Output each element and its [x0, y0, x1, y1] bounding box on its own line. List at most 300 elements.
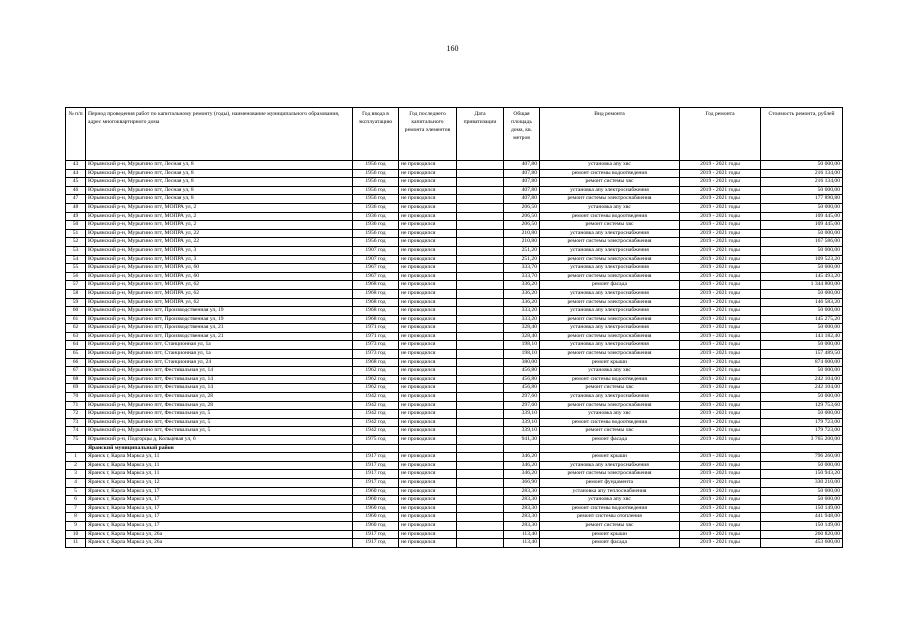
- cell-privatization-date: [457, 341, 504, 350]
- cell-number: 57: [66, 281, 86, 290]
- cell-built-year: 1968 год: [353, 307, 399, 316]
- cell-repair-year: [680, 444, 761, 453]
- cell-last-repair: не проводился: [399, 410, 457, 419]
- cell-repair-year: 2019 - 2021 годы: [680, 453, 761, 462]
- cell-area: 328,40: [504, 324, 540, 333]
- cell-last-repair: не проводился: [399, 195, 457, 204]
- cell-number: 70: [66, 393, 86, 402]
- cell-last-repair: не проводился: [399, 238, 457, 247]
- cell-last-repair: не проводился: [399, 427, 457, 436]
- cell-privatization-date: [457, 401, 504, 410]
- cell-area: 333,70: [504, 264, 540, 273]
- cell-repair-year: 2019 - 2021 годы: [680, 264, 761, 273]
- cell-repair-type: ремонт фасада: [540, 539, 680, 548]
- cell-address: Юрьянский р-н, Мурыгино пгт, Станционная ул, 1а: [86, 350, 353, 359]
- cell-cost: 150 149,00: [761, 521, 843, 530]
- cell-repair-type: установка апу теплоснабжения: [540, 487, 680, 496]
- cell-built-year: 1936 год: [353, 203, 399, 212]
- cell-privatization-date: [457, 203, 504, 212]
- cell-number: 53: [66, 246, 86, 255]
- cell-address: Юрьянский р-н, Мурыгино пгт, МОПРА ул, 60: [86, 264, 353, 273]
- table-row: [66, 487, 843, 496]
- cell-cost: 150 943,20: [761, 470, 843, 479]
- cell-repair-type: установка апу электроснабжения: [540, 307, 680, 316]
- cell-built-year: 1973 год: [353, 341, 399, 350]
- cell-privatization-date: [457, 367, 504, 376]
- cell-repair-year: 2019 - 2021 годы: [680, 539, 761, 548]
- cell-built-year: 1975 год: [353, 436, 399, 445]
- header-number: № п/п: [66, 108, 86, 161]
- cell-privatization-date: [457, 246, 504, 255]
- cell-number: 54: [66, 255, 86, 264]
- cell-last-repair: не проводился: [399, 513, 457, 522]
- cell-repair-year: 2019 - 2021 годы: [680, 410, 761, 419]
- cell-cost: 179 723,00: [761, 418, 843, 427]
- cell-repair-year: 2019 - 2021 годы: [680, 255, 761, 264]
- cell-privatization-date: [457, 539, 504, 548]
- cell-last-repair: не проводился: [399, 393, 457, 402]
- cell-privatization-date: [457, 289, 504, 298]
- cell-cost: 50 000,00: [761, 289, 843, 298]
- cell-built-year: 1960 год: [353, 504, 399, 513]
- cell-repair-type: ремонт крыши: [540, 358, 680, 367]
- cell-repair-type: ремонт системы хвс: [540, 178, 680, 187]
- cell-number: 10: [66, 530, 86, 539]
- cell-repair-type: ремонт фасада: [540, 281, 680, 290]
- cell-built-year: 1942 год: [353, 401, 399, 410]
- cell-address: Юрьянский р-н, Мурыгино пгт, МОПРА ул, 62: [86, 289, 353, 298]
- cell-number: 44: [66, 169, 86, 178]
- cell-repair-year: 2019 - 2021 годы: [680, 281, 761, 290]
- cell-repair-type: установка апу хвс: [540, 410, 680, 419]
- table-row: [66, 246, 843, 255]
- cell-last-repair: не проводился: [399, 203, 457, 212]
- cell-cost: 50 000,00: [761, 461, 843, 470]
- cell-built-year: 1956 год: [353, 186, 399, 195]
- cell-cost: 50 000,00: [761, 186, 843, 195]
- cell-cost: 50 000,00: [761, 487, 843, 496]
- cell-repair-type: ремонт системы электроснабжения: [540, 401, 680, 410]
- cell-area: 251,20: [504, 246, 540, 255]
- cell-address: Юрьянский р-н, Мурыгино пгт, Лесная ул, 8: [86, 195, 353, 204]
- cell-last-repair: не проводился: [399, 289, 457, 298]
- cell-area: 113,40: [504, 539, 540, 548]
- cell-repair-type: установка апу хвс: [540, 203, 680, 212]
- cell-address: Юрьянский р-н, Мурыгино пгт, МОПРА ул, 62: [86, 298, 353, 307]
- cell-number: 66: [66, 358, 86, 367]
- cell-area: 346,20: [504, 470, 540, 479]
- table-row: [66, 410, 843, 419]
- cell-address: Юрьянский р-н, Мурыгино пгт, Фестивальная ул, 14: [86, 384, 353, 393]
- cell-last-repair: не проводился: [399, 281, 457, 290]
- cell-cost: 50 000,00: [761, 246, 843, 255]
- cell-area: 283,30: [504, 504, 540, 513]
- cell-area: 407,80: [504, 195, 540, 204]
- cell-number: 43: [66, 161, 86, 170]
- table-row: [66, 195, 843, 204]
- cell-privatization-date: [457, 178, 504, 187]
- cell-built-year: 1917 год: [353, 453, 399, 462]
- cell-repair-year: 2019 - 2021 годы: [680, 186, 761, 195]
- cell-repair-year: 2019 - 2021 годы: [680, 298, 761, 307]
- cell-area: 339,10: [504, 427, 540, 436]
- cell-repair-type: установка апу электроснабжения: [540, 341, 680, 350]
- cell-repair-year: 2019 - 2021 годы: [680, 393, 761, 402]
- cell-area: 346,20: [504, 461, 540, 470]
- table-row: [66, 169, 843, 178]
- cell-repair-type: ремонт системы электроснабжения: [540, 350, 680, 359]
- cell-last-repair: не проводился: [399, 264, 457, 273]
- cell-cost: 50 000,00: [761, 161, 843, 170]
- cell-address: Юрьянский р-н, Мурыгино пгт, Фестивальная ул, 28: [86, 401, 353, 410]
- cell-cost: 330 210,00: [761, 478, 843, 487]
- cell-number: 4: [66, 478, 86, 487]
- cell-area: 339,10: [504, 410, 540, 419]
- cell-privatization-date: [457, 212, 504, 221]
- cell-privatization-date: [457, 255, 504, 264]
- cell-last-repair: не проводился: [399, 186, 457, 195]
- table-row: [66, 229, 843, 238]
- cell-built-year: 1960 год: [353, 487, 399, 496]
- cell-last-repair: не проводился: [399, 461, 457, 470]
- cell-built-year: 1971 год: [353, 324, 399, 333]
- table-row: [66, 358, 843, 367]
- cell-last-repair: не проводился: [399, 178, 457, 187]
- cell-repair-year: 2019 - 2021 годы: [680, 358, 761, 367]
- cell-built-year: 1936 год: [353, 221, 399, 230]
- cell-address: Юрьянский р-н, Мурыгино пгт, Фестивальная ул, 5: [86, 427, 353, 436]
- cell-repair-year: 2019 - 2021 годы: [680, 478, 761, 487]
- cell-repair-type: ремонт системы электроснабжения: [540, 332, 680, 341]
- cell-address: Юрьянский р-н, Мурыгино пгт, Лесная ул, 8: [86, 186, 353, 195]
- cell-privatization-date: [457, 487, 504, 496]
- cell-last-repair: не проводился: [399, 487, 457, 496]
- cell-number: 58: [66, 289, 86, 298]
- cell-repair-year: 2019 - 2021 годы: [680, 178, 761, 187]
- cell-repair-year: 2019 - 2021 годы: [680, 530, 761, 539]
- cell-repair-type: установка апу электроснабжения: [540, 264, 680, 273]
- cell-last-repair: не проводился: [399, 436, 457, 445]
- cell-built-year: 1960 год: [353, 513, 399, 522]
- cell-built-year: 1956 год: [353, 169, 399, 178]
- cell-address: Юрьянский р-н, Мурыгино пгт, МОПРА ул, 60: [86, 272, 353, 281]
- cell-number: 51: [66, 229, 86, 238]
- cell-privatization-date: [457, 221, 504, 230]
- cell-repair-year: 2019 - 2021 годы: [680, 470, 761, 479]
- cell-privatization-date: [457, 229, 504, 238]
- cell-repair-type: установка апу электроснабжения: [540, 246, 680, 255]
- cell-area: 339,10: [504, 418, 540, 427]
- cell-number: 56: [66, 272, 86, 281]
- table-row: [66, 367, 843, 376]
- table-row: [66, 281, 843, 290]
- table-row: [66, 186, 843, 195]
- cell-cost: 109 445,00: [761, 212, 843, 221]
- cell-repair-year: 2019 - 2021 годы: [680, 375, 761, 384]
- cell-built-year: 1971 год: [353, 332, 399, 341]
- cell-repair-type: ремонт системы хвс: [540, 221, 680, 230]
- cell-privatization-date: [457, 513, 504, 522]
- cell-address: Юрьянский р-н, Мурыгино пгт, Производственная ул, 21: [86, 324, 353, 333]
- cell-cost: 50 000,00: [761, 367, 843, 376]
- cell-last-repair: не проводился: [399, 272, 457, 281]
- cell-address: Юрьянский р-н, Мурыгино пгт, Фестивальная ул, 14: [86, 375, 353, 384]
- cell-repair-type: ремонт системы хвс: [540, 521, 680, 530]
- cell-repair-year: 2019 - 2021 годы: [680, 496, 761, 505]
- cell-last-repair: не проводился: [399, 298, 457, 307]
- cell-repair-type: установка апу электроснабжения: [540, 324, 680, 333]
- header-last-repair: Год последнего капитального ремонта элементов: [399, 108, 457, 161]
- cell-address: Яранск г, Карла Маркса ул, 17: [86, 496, 353, 505]
- cell-number: 63: [66, 332, 86, 341]
- cell-repair-year: 2019 - 2021 годы: [680, 504, 761, 513]
- cell-built-year: 1956 год: [353, 178, 399, 187]
- cell-repair-year: 2019 - 2021 годы: [680, 221, 761, 230]
- cell-area: 407,80: [504, 178, 540, 187]
- cell-area: 456,80: [504, 375, 540, 384]
- cell-repair-type: ремонт системы водоотведения: [540, 504, 680, 513]
- table-row: [66, 307, 843, 316]
- cell-last-repair: не проводился: [399, 221, 457, 230]
- cell-cost: 177 890,80: [761, 195, 843, 204]
- cell-address: Юрьянский р-н, Мурыгино пгт, МОПРА ул, 2: [86, 221, 353, 230]
- cell-number: 3: [66, 470, 86, 479]
- table-row: [66, 221, 843, 230]
- cell-last-repair: не проводился: [399, 358, 457, 367]
- cell-number: 62: [66, 324, 86, 333]
- table-row: [66, 161, 843, 170]
- cell-cost: 50 000,00: [761, 229, 843, 238]
- cell-last-repair: не проводился: [399, 307, 457, 316]
- table-row: [66, 350, 843, 359]
- table-header: [66, 108, 843, 161]
- cell-area: 297,60: [504, 401, 540, 410]
- cell-number: 52: [66, 238, 86, 247]
- cell-built-year: 1907 год: [353, 246, 399, 255]
- cell-repair-year: 2019 - 2021 годы: [680, 367, 761, 376]
- cell-area: 198,10: [504, 341, 540, 350]
- cell-cost: 242 104,00: [761, 375, 843, 384]
- cell-address: Юрьянский р-н, Мурыгино пгт, Станционная ул, 1а: [86, 341, 353, 350]
- cell-address: Юрьянский р-н, Мурыгино пгт, Производственная ул, 21: [86, 332, 353, 341]
- cell-privatization-date: [457, 461, 504, 470]
- cell-built-year: 1968 год: [353, 289, 399, 298]
- cell-repair-year: 2019 - 2021 годы: [680, 212, 761, 221]
- table-row: [66, 401, 843, 410]
- cell-area: 206,50: [504, 212, 540, 221]
- table-row: [66, 513, 843, 522]
- cell-repair-year: 2019 - 2021 годы: [680, 513, 761, 522]
- cell-area: 283,30: [504, 521, 540, 530]
- cell-privatization-date: [457, 504, 504, 513]
- cell-built-year: 1967 год: [353, 264, 399, 273]
- table-row: [66, 289, 843, 298]
- cell-area: 456,80: [504, 384, 540, 393]
- cell-number: 67: [66, 367, 86, 376]
- cell-privatization-date: [457, 418, 504, 427]
- cell-cost: 874 000,00: [761, 358, 843, 367]
- cell-privatization-date: [457, 350, 504, 359]
- cell-address: Юрьянский р-н, Мурыгино пгт, МОПРА ул, 3: [86, 255, 353, 264]
- cell-area: 297,60: [504, 393, 540, 402]
- cell-last-repair: не проводился: [399, 332, 457, 341]
- cell-privatization-date: [457, 444, 504, 453]
- cell-built-year: 1942 год: [353, 418, 399, 427]
- cell-area: [504, 444, 540, 453]
- cell-privatization-date: [457, 186, 504, 195]
- cell-privatization-date: [457, 307, 504, 316]
- cell-cost: 796 260,00: [761, 453, 843, 462]
- cell-number: 49: [66, 212, 86, 221]
- cell-cost: 157 489,50: [761, 350, 843, 359]
- cell-built-year: 1936 год: [353, 212, 399, 221]
- header-privatization-date: Дата приватизации: [457, 108, 504, 161]
- cell-repair-type: ремонт системы водоотведения: [540, 375, 680, 384]
- cell-number: 6: [66, 496, 86, 505]
- cell-address: Юрьянский р-н, Подгорцы д, Кольцевая ул, 6: [86, 436, 353, 445]
- cell-area: 407,80: [504, 169, 540, 178]
- cell-cost: 3 765 200,00: [761, 436, 843, 445]
- cell-area: 366,90: [504, 478, 540, 487]
- cell-repair-type: ремонт крыши: [540, 453, 680, 462]
- cell-privatization-date: [457, 272, 504, 281]
- cell-area: 283,30: [504, 513, 540, 522]
- cell-cost: 50 000,00: [761, 324, 843, 333]
- cell-area: 198,10: [504, 350, 540, 359]
- cell-privatization-date: [457, 453, 504, 462]
- cell-address: Юрьянский р-н, Мурыгино пгт, МОПРА ул, 22: [86, 229, 353, 238]
- table-row: [66, 178, 843, 187]
- cell-repair-type: ремонт фасада: [540, 436, 680, 445]
- cell-built-year: 1962 год: [353, 384, 399, 393]
- cell-last-repair: не проводился: [399, 324, 457, 333]
- cell-cost: 145 275,20: [761, 315, 843, 324]
- cell-built-year: 1917 год: [353, 470, 399, 479]
- cell-repair-year: 2019 - 2021 годы: [680, 324, 761, 333]
- cell-address: Юрьянский р-н, Мурыгино пгт, Фестивальная ул, 5: [86, 410, 353, 419]
- cell-repair-year: 2019 - 2021 годы: [680, 203, 761, 212]
- cell-number: 7: [66, 504, 86, 513]
- cell-repair-type: установка апу электроснабжения: [540, 186, 680, 195]
- cell-privatization-date: [457, 264, 504, 273]
- cell-built-year: 1968 год: [353, 298, 399, 307]
- cell-number: 59: [66, 298, 86, 307]
- cell-built-year: 1917 год: [353, 530, 399, 539]
- cell-repair-type: ремонт системы водоотведения: [540, 169, 680, 178]
- cell-repair-year: 2019 - 2021 годы: [680, 307, 761, 316]
- cell-repair-type: ремонт системы водоотведения: [540, 212, 680, 221]
- cell-cost: 441 948,00: [761, 513, 843, 522]
- cell-area: 941,30: [504, 436, 540, 445]
- cell-area: 456,80: [504, 367, 540, 376]
- header-built-year: Год ввода в эксплуатацию: [353, 108, 399, 161]
- cell-cost: 260 820,00: [761, 530, 843, 539]
- table-row: [66, 418, 843, 427]
- cell-last-repair: не проводился: [399, 161, 457, 170]
- cell-last-repair: не проводился: [399, 212, 457, 221]
- cell-repair-year: 2019 - 2021 годы: [680, 161, 761, 170]
- cell-repair-year: 2019 - 2021 годы: [680, 315, 761, 324]
- cell-last-repair: не проводился: [399, 384, 457, 393]
- cell-built-year: 1917 год: [353, 461, 399, 470]
- table-row: [66, 375, 843, 384]
- cell-privatization-date: [457, 436, 504, 445]
- cell-area: 206,50: [504, 203, 540, 212]
- cell-number: 64: [66, 341, 86, 350]
- cell-cost: 109 445,00: [761, 221, 843, 230]
- cell-built-year: 1956 год: [353, 195, 399, 204]
- cell-repair-type: установка апу электроснабжения: [540, 461, 680, 470]
- cell-address: Юрьянский р-н, Мурыгино пгт, МОПРА ул, 3: [86, 246, 353, 255]
- cell-number: 74: [66, 427, 86, 436]
- cell-repair-year: 2019 - 2021 годы: [680, 401, 761, 410]
- cell-area: 251,20: [504, 255, 540, 264]
- table-row: [66, 496, 843, 505]
- cell-address: Юрьянский р-н, Мурыгино пгт, Лесная ул, 8: [86, 178, 353, 187]
- cell-area: 333,20: [504, 315, 540, 324]
- cell-number: 61: [66, 315, 86, 324]
- cell-repair-year: 2019 - 2021 годы: [680, 461, 761, 470]
- cell-repair-type: ремонт системы электроснабжения: [540, 315, 680, 324]
- cell-address: Юрьянский р-н, Мурыгино пгт, Фестивальная ул, 14: [86, 367, 353, 376]
- cell-cost: 50 000,00: [761, 496, 843, 505]
- cell-privatization-date: [457, 393, 504, 402]
- cell-built-year: 1956 год: [353, 238, 399, 247]
- cell-last-repair: [399, 444, 457, 453]
- cell-repair-type: ремонт системы хвс: [540, 427, 680, 436]
- cell-repair-type: установка апу хвс: [540, 496, 680, 505]
- cell-cost: 143 182,40: [761, 332, 843, 341]
- cell-last-repair: не проводился: [399, 470, 457, 479]
- cell-last-repair: не проводился: [399, 539, 457, 548]
- cell-privatization-date: [457, 427, 504, 436]
- cell-address: Юрьянский р-н, Мурыгино пгт, Производственная ул, 19: [86, 315, 353, 324]
- cell-repair-type: установка апу электроснабжения: [540, 289, 680, 298]
- cell-number: 9: [66, 521, 86, 530]
- cell-repair-type: ремонт системы электроснабжения: [540, 238, 680, 247]
- cell-repair-year: 2019 - 2021 годы: [680, 229, 761, 238]
- header-repair-year: Год ремонта: [680, 108, 761, 161]
- cell-privatization-date: [457, 169, 504, 178]
- cell-privatization-date: [457, 195, 504, 204]
- page-number: 160: [446, 44, 459, 53]
- cell-privatization-date: [457, 358, 504, 367]
- cell-address: Яранск г, Карла Маркса ул, 26а: [86, 530, 353, 539]
- cell-repair-year: 2019 - 2021 годы: [680, 289, 761, 298]
- section-row: [66, 444, 843, 453]
- cell-number: 45: [66, 178, 86, 187]
- cell-repair-year: 2019 - 2021 годы: [680, 436, 761, 445]
- cell-repair-year: 2019 - 2021 годы: [680, 272, 761, 281]
- cell-built-year: 1960 год: [353, 521, 399, 530]
- cell-number: 47: [66, 195, 86, 204]
- cell-number: 65: [66, 350, 86, 359]
- cell-number: 2: [66, 461, 86, 470]
- cell-built-year: 1968 год: [353, 315, 399, 324]
- table-row: [66, 504, 843, 513]
- table-row: [66, 530, 843, 539]
- table-row: [66, 436, 843, 445]
- cell-last-repair: не проводился: [399, 341, 457, 350]
- cell-repair-type: установка апу электроснабжения: [540, 393, 680, 402]
- cell-last-repair: не проводился: [399, 315, 457, 324]
- cell-area: 328,40: [504, 332, 540, 341]
- cell-built-year: 1942 год: [353, 410, 399, 419]
- cell-address: Юрьянский р-н, Мурыгино пгт, Фестивальная ул, 5: [86, 418, 353, 427]
- header-repair-type: Вид ремонта: [540, 108, 680, 161]
- cell-repair-year: 2019 - 2021 годы: [680, 521, 761, 530]
- cell-area: 346,20: [504, 453, 540, 462]
